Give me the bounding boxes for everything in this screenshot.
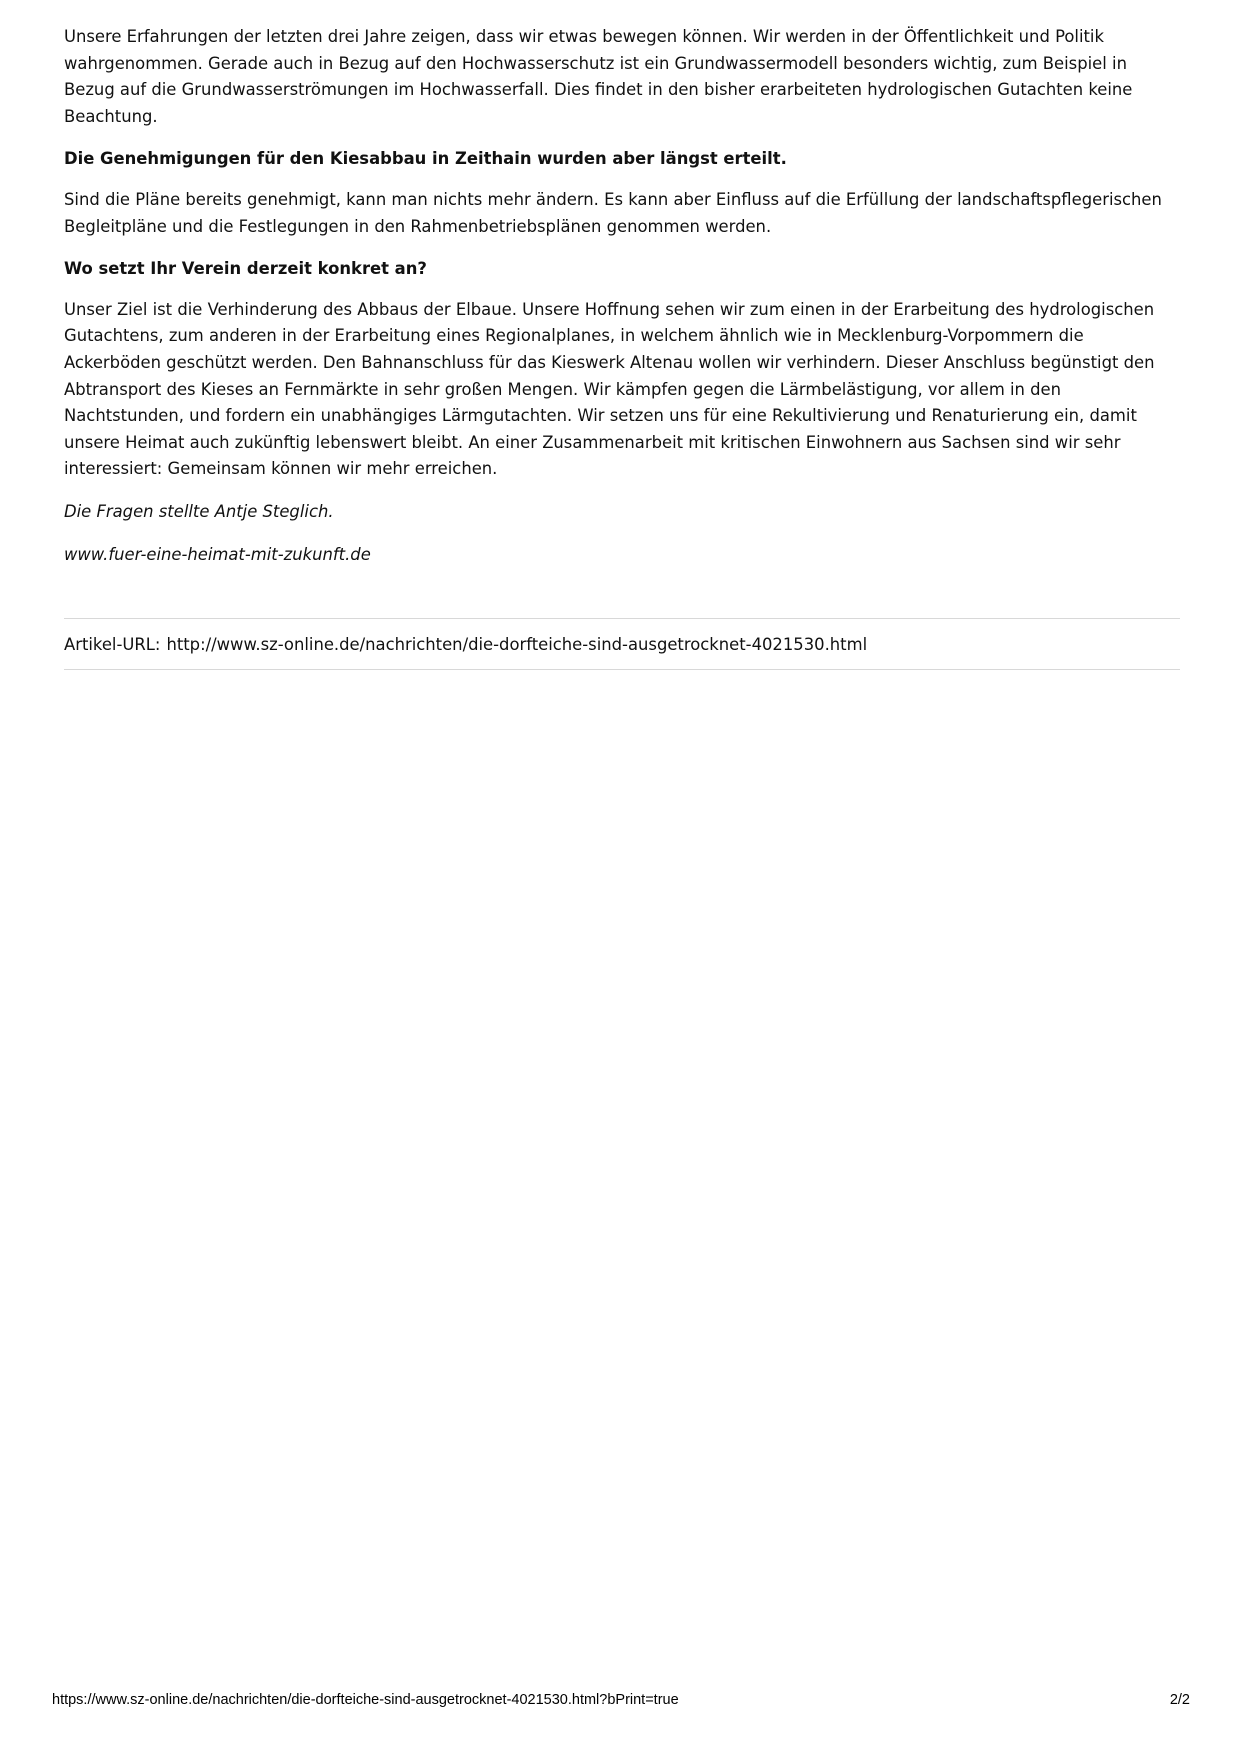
interviewer-credit: Die Fragen stellte Antje Steglich. (64, 501, 334, 521)
association-website: www.fuer-eine-heimat-mit-zukunft.de (64, 544, 371, 564)
question-current-focus: Wo setzt Ihr Verein derzeit konkret an? (64, 259, 427, 279)
print-footer (52, 1692, 1190, 1708)
footer-page-number: 2/2 (1169, 1692, 1190, 1708)
paragraph-experience: Unsere Erfahrungen der letzten drei Jahre zeigen, dass wir etwas bewegen können. Wir werden in der Öffentlichkeit und Politik wahrgenommen. Gerade auch in Bezug auf den Hochwasserschutz ist ein Grundwassermodell besonders wichtig, zum Beispiel in Bezug auf die Grundwasserströmungen im Hochwasserfall. Dies findet in den bisher erarbeiteten hydrologischen Gutachten keine Beachtung. (64, 27, 1133, 126)
paragraph-goal: Unser Ziel ist die Verhinderung des Abbaus der Elbaue. Unsere Hoffnung sehen wir zum einen in der Erarbeitung des hydrologischen Gutachtens, zum anderen in der Erarbeitung eines Regionalplanes, in welchem ähnlich wie in Mecklenburg-Vorpommern die Ackerböden geschützt werden. Den Bahnanschluss für das Kieswerk Altenau wollen wir verhindern. Dieser Anschluss begünstigt den Abtransport des Kieses an Fernmärkte in sehr großen Mengen. Wir kämpfen gegen die Lärmbelästigung, vor allem in den Nachtstunden, und fordern ein unabhängiges Lärmgutachten. Wir setzen uns für eine Rekultivierung und Renaturierung ein, damit unsere Heimat auch zukünftig lebenswert bleibt. An einer Zusammenarbeit mit kritischen Einwohnern aus Sachsen sind wir sehr interessiert: Gemeinsam können wir mehr erreichen. (64, 299, 1155, 479)
article-body (64, 24, 1180, 584)
question-permits: Die Genehmigungen für den Kiesabbau in Zeithain wurden aber längst erteilt. (64, 149, 787, 169)
footer-page-url: https://www.sz-online.de/nachrichten/die-dorfteiche-sind-ausgetrocknet-4021530.html?bPrint=true (52, 1692, 679, 1708)
article-url-label: Artikel-URL: (64, 634, 161, 654)
article-url-box (64, 618, 1180, 670)
article-url-link[interactable]: http://www.sz-online.de/nachrichten/die-dorfteiche-sind-ausgetrocknet-4021530.html (166, 634, 868, 654)
paragraph-plans-approved: Sind die Pläne bereits genehmigt, kann man nichts mehr ändern. Es kann aber Einfluss auf die Erfüllung der landschaftspflegerischen Begleitpläne und die Festlegungen in den Rahmenbetriebsplänen genommen werden. (64, 189, 1162, 236)
